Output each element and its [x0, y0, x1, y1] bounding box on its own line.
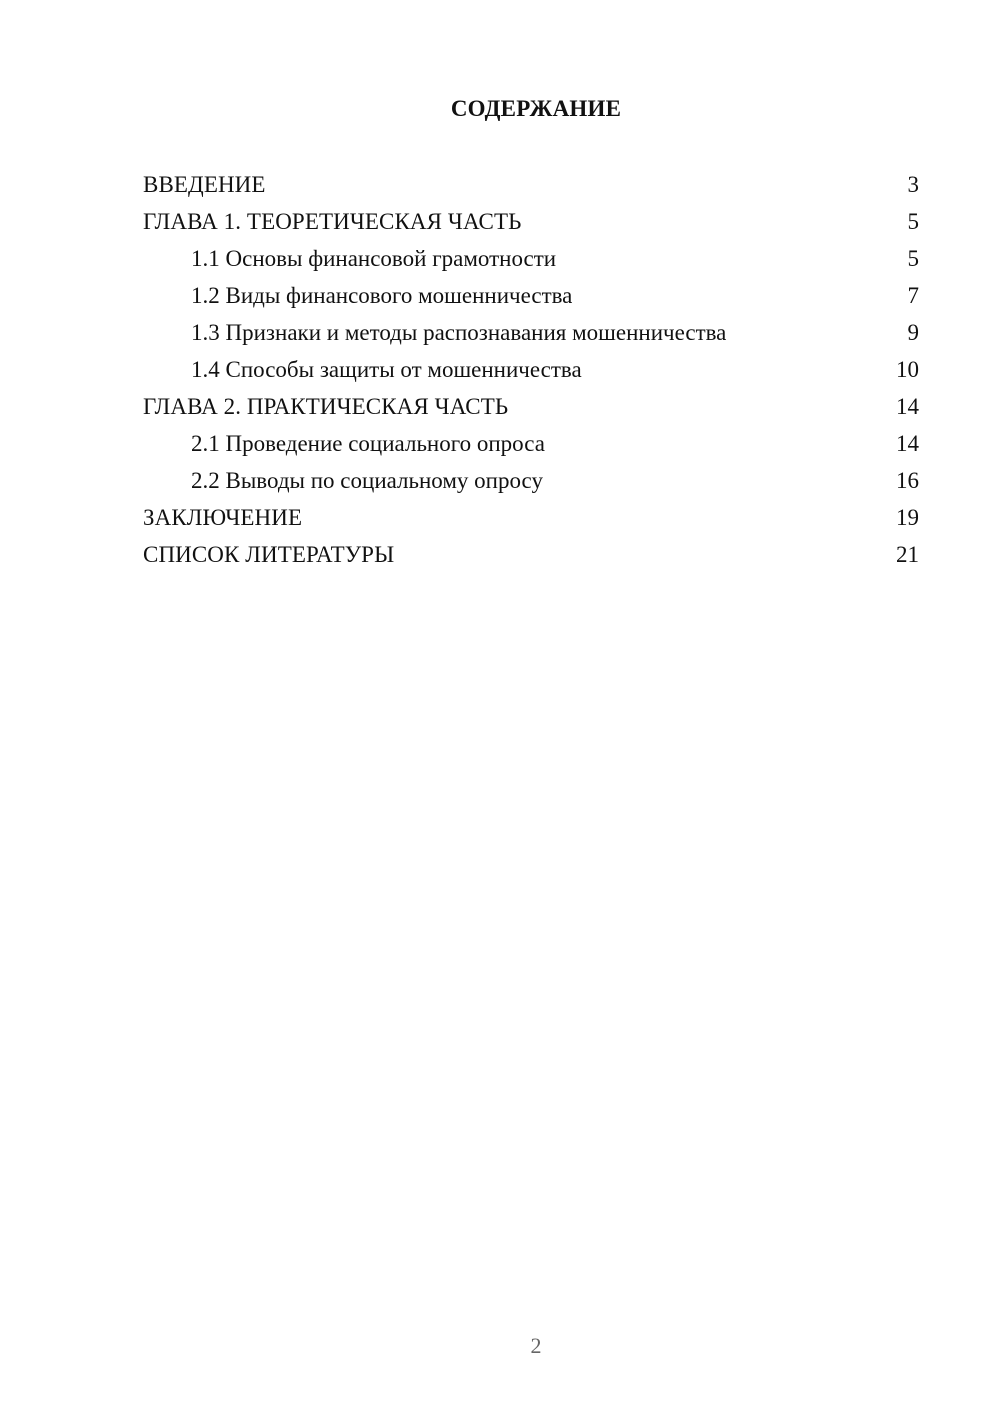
toc-entry-page: 9 [907, 320, 919, 345]
toc-entry-page: 5 [907, 246, 919, 271]
toc-entry-label: 1.2 Виды финансового мошенничества [191, 283, 573, 308]
toc-entry-chapter-1[interactable] [143, 203, 919, 240]
toc-entry-label: 1.3 Признаки и методы распознавания мошенничества [191, 320, 727, 345]
toc-entry-page: 5 [907, 209, 919, 234]
toc-entry-page: 14 [896, 431, 919, 456]
toc-entry-label: ЗАКЛЮЧЕНИЕ [143, 505, 303, 530]
toc-entry-section-1-1[interactable] [143, 240, 919, 277]
toc-entry-page: 16 [896, 468, 919, 493]
toc-entry-label: СПИСОК ЛИТЕРАТУРЫ [143, 542, 395, 567]
toc-entry-label: 1.4 Способы защиты от мошенничества [191, 357, 582, 382]
toc-entry-chapter-2[interactable] [143, 388, 919, 425]
toc-entry-page: 19 [896, 505, 919, 530]
toc-entry-label: 1.1 Основы финансовой грамотности [191, 246, 557, 271]
toc-entry-page: 7 [907, 283, 919, 308]
toc-entry-label: 2.2 Выводы по социальному опросу [191, 468, 543, 493]
toc-entry-introduction[interactable] [143, 166, 919, 203]
toc-entry-section-2-1[interactable] [143, 425, 919, 462]
toc-entry-page: 21 [896, 542, 919, 567]
toc-entry-section-1-2[interactable] [143, 277, 919, 314]
toc-entry-label: ГЛАВА 2. ПРАКТИЧЕСКАЯ ЧАСТЬ [143, 394, 509, 419]
toc-entry-section-1-4[interactable] [143, 351, 919, 388]
toc-entry-page: 10 [896, 357, 919, 382]
toc-entry-label: ВВЕДЕНИЕ [143, 172, 266, 197]
toc-entry-label: ГЛАВА 1. ТЕОРЕТИЧЕСКАЯ ЧАСТЬ [143, 209, 522, 234]
toc-entry-references[interactable] [143, 536, 919, 573]
toc-entry-page: 14 [896, 394, 919, 419]
toc-entry-page: 3 [907, 172, 919, 197]
page-title: СОДЕРЖАНИЕ [450, 96, 622, 121]
page-number: 2 [530, 1333, 542, 1358]
toc-entry-section-1-3[interactable] [143, 314, 919, 351]
toc-entry-label: 2.1 Проведение социального опроса [191, 431, 545, 456]
toc-entry-conclusion[interactable] [143, 499, 919, 536]
table-of-contents [143, 166, 919, 573]
toc-entry-section-2-2[interactable] [143, 462, 919, 499]
